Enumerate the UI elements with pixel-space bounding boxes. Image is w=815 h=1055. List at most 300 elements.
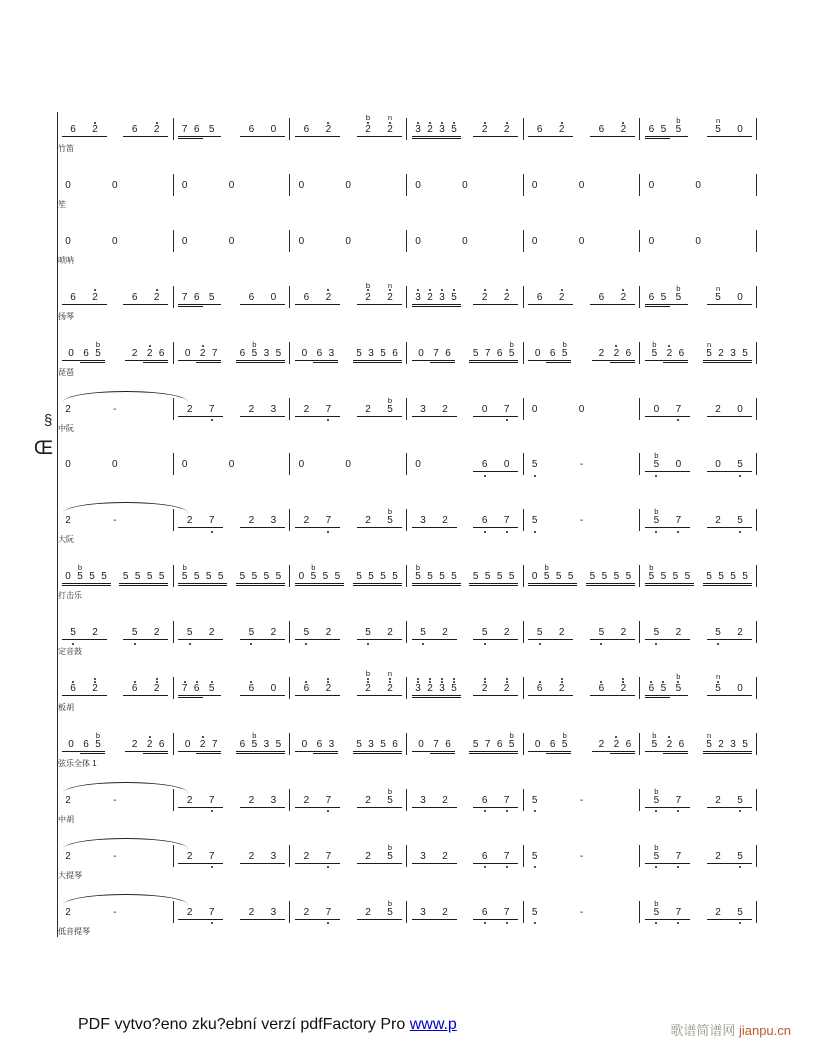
- note-digit: 3: [270, 906, 277, 918]
- beat-group: [295, 514, 339, 528]
- note: [156, 570, 168, 584]
- note-digit: 6: [481, 515, 488, 527]
- note: [179, 347, 197, 361]
- note-digit: 2: [146, 738, 153, 750]
- measure: [173, 118, 290, 140]
- note-digit: 2: [325, 124, 332, 135]
- note-digit: 3: [270, 794, 277, 806]
- note: [434, 794, 456, 808]
- note: [201, 906, 223, 920]
- note: [576, 179, 588, 193]
- note-digit: 2: [270, 627, 277, 639]
- measure: [523, 845, 640, 867]
- note-digit: 2: [442, 794, 448, 806]
- note: [144, 570, 156, 584]
- beat-group: [576, 794, 588, 808]
- octave-dot-above: [453, 681, 455, 683]
- beat-group: [226, 458, 238, 472]
- note: [667, 794, 689, 808]
- note: [86, 570, 98, 584]
- note: [325, 347, 337, 361]
- pdffactory-link[interactable]: www.p: [409, 1016, 457, 1033]
- note-digit: 5: [275, 571, 282, 583]
- measure: [639, 621, 757, 643]
- note-digit: 2: [715, 794, 721, 806]
- beat-group: [576, 179, 588, 193]
- beat-group: [412, 291, 460, 305]
- beat-group: [474, 850, 518, 864]
- measure: [406, 677, 523, 699]
- note-digit: 2: [620, 627, 627, 639]
- measure: [173, 398, 290, 420]
- octave-dot-above: [156, 122, 158, 124]
- note: [707, 794, 729, 808]
- octave-dot-below: [534, 475, 536, 477]
- note: [496, 514, 518, 528]
- note: [62, 906, 74, 920]
- note: [739, 570, 751, 584]
- note-digit: 7: [211, 347, 218, 359]
- beat-group: [236, 339, 284, 361]
- score-row-pipa: [57, 339, 757, 377]
- note-digit: 0: [578, 403, 585, 415]
- octave-dot-above: [327, 681, 329, 683]
- note-digit: 5: [439, 571, 445, 583]
- octave-dot-above: [417, 678, 419, 680]
- measure: [289, 174, 406, 196]
- beat-group: [156, 458, 168, 472]
- note: [84, 291, 106, 305]
- note: [126, 347, 144, 361]
- octave-dot-above: [429, 289, 431, 291]
- beat-group: [412, 514, 456, 528]
- note-digit: 2: [303, 906, 310, 918]
- octave-dot-above: [484, 122, 486, 124]
- note: [262, 514, 284, 528]
- octave-dot-above: [453, 289, 455, 291]
- measure: [57, 621, 173, 643]
- note: [692, 235, 704, 249]
- octave-dot-below: [211, 866, 213, 868]
- note: [703, 570, 715, 584]
- beat-group: [529, 563, 577, 584]
- note-digit: 5: [531, 794, 538, 806]
- note: [146, 123, 168, 137]
- note-spacer: [156, 458, 168, 472]
- note: [295, 403, 317, 417]
- beat-group: [179, 514, 223, 528]
- note-digit: 7: [325, 403, 332, 415]
- beat-group: [295, 291, 339, 305]
- note-digit: 3: [420, 794, 426, 806]
- note-digit: 2: [65, 515, 71, 527]
- measure: [406, 509, 523, 531]
- note: [547, 347, 559, 361]
- beat-group: [353, 738, 401, 752]
- dash-note: -: [113, 403, 117, 415]
- note: [236, 570, 248, 584]
- note: [179, 235, 191, 249]
- beat-group: [179, 179, 191, 193]
- measure: [173, 845, 290, 867]
- note-digit: 5: [208, 291, 215, 303]
- note: [379, 669, 401, 696]
- note-digit: 2: [620, 683, 627, 694]
- note-digit: 5: [303, 627, 310, 639]
- note-digit: 2: [186, 906, 193, 918]
- note: [663, 738, 675, 752]
- note: [657, 570, 669, 584]
- note-digit: 2: [153, 627, 160, 639]
- note: [62, 123, 84, 137]
- note-digit: 2: [558, 291, 565, 303]
- note-digit: 5: [715, 291, 721, 303]
- note-spacer: [739, 235, 751, 249]
- beat-group: [692, 179, 704, 193]
- dash-note: -: [579, 850, 584, 862]
- note: [146, 291, 168, 305]
- note: [124, 682, 146, 696]
- note-digit: 6: [193, 683, 200, 694]
- note-digit: 6: [536, 683, 543, 694]
- note-digit: 0: [418, 347, 424, 359]
- note-digit: 2: [65, 850, 71, 862]
- note-spacer: [156, 850, 168, 864]
- beat-group: [179, 291, 221, 305]
- note: [179, 738, 197, 752]
- beat-group: [590, 682, 634, 696]
- note: [92, 730, 104, 752]
- note: [240, 403, 262, 417]
- note: [707, 403, 729, 417]
- note-digit: 0: [181, 235, 188, 247]
- measure: [639, 730, 757, 755]
- note: [295, 682, 317, 696]
- note-digit: 2: [131, 347, 138, 359]
- note-digit: 7: [484, 738, 491, 750]
- note-digit: 5: [625, 571, 632, 583]
- measure: [523, 677, 640, 699]
- measure: [57, 565, 173, 587]
- note: [436, 123, 448, 137]
- note-digit: 7: [675, 850, 682, 862]
- flat-sign: b: [509, 730, 514, 740]
- note-spacer: [622, 235, 634, 249]
- note: [657, 291, 669, 305]
- note: [645, 682, 657, 696]
- octave-dot-above: [429, 122, 431, 124]
- note: [379, 113, 401, 137]
- beat-group: [62, 794, 74, 808]
- note: [729, 514, 751, 528]
- note: [124, 123, 146, 137]
- beat-group: [62, 730, 104, 752]
- note-digit: 5: [718, 571, 724, 583]
- octave-dot-below: [534, 810, 536, 812]
- note-spacer: [272, 458, 284, 472]
- beat-group: [576, 458, 588, 472]
- octave-dot-above: [484, 678, 486, 680]
- note: [84, 123, 106, 137]
- beat-group: [240, 291, 284, 305]
- measure: [406, 339, 523, 364]
- note-digit: 0: [228, 235, 235, 247]
- note: [62, 738, 80, 752]
- note: [612, 291, 634, 305]
- note-digit: 2: [365, 683, 371, 694]
- flat-sign: b: [509, 339, 514, 349]
- note: [529, 291, 551, 305]
- note: [412, 850, 434, 864]
- beat-group: [389, 235, 401, 249]
- note: [379, 507, 401, 528]
- octave-dot-above: [506, 681, 508, 683]
- octave-dot-above: [327, 678, 329, 680]
- note-digit: 5: [205, 571, 212, 583]
- instrument-label-suona: 唢呐: [58, 255, 74, 265]
- beat-group: [342, 235, 354, 249]
- measure: [289, 565, 406, 587]
- octave-dot-above: [202, 345, 204, 347]
- note-digit: 5: [531, 459, 538, 471]
- note-digit: 2: [737, 627, 743, 639]
- note-digit: 2: [613, 738, 620, 750]
- octave-dot-below: [211, 419, 213, 421]
- octave-dot-below: [506, 419, 508, 421]
- note-digit: 3: [263, 347, 270, 359]
- note-digit: 5: [684, 571, 691, 583]
- note: [645, 451, 667, 472]
- note-digit: 7: [181, 291, 188, 303]
- note: [156, 347, 168, 361]
- flat-sign: b: [252, 730, 257, 740]
- beat-group: [592, 738, 634, 752]
- note-digit: 2: [131, 738, 138, 750]
- note: [389, 347, 401, 361]
- beat-group: [156, 794, 168, 808]
- natural-sign: n: [387, 669, 393, 678]
- note-digit: 0: [65, 179, 71, 191]
- note-digit: 2: [598, 347, 605, 359]
- note-digit: 6: [678, 738, 685, 750]
- octave-dot-above: [484, 289, 486, 291]
- note: [645, 626, 667, 640]
- note: [448, 682, 460, 696]
- note: [215, 570, 227, 584]
- octave-dot-below: [484, 531, 486, 533]
- note: [240, 682, 262, 696]
- note: [667, 458, 689, 472]
- note-digit: 5: [508, 347, 515, 359]
- octave-dot-below: [655, 810, 657, 812]
- tie-arc: [63, 391, 188, 402]
- note: [496, 458, 518, 472]
- beat-group: [506, 179, 518, 193]
- note-digit: 5: [481, 627, 488, 639]
- note: [357, 626, 379, 640]
- measure: [523, 230, 640, 252]
- note-digit: 3: [270, 850, 277, 862]
- octave-dot-above: [561, 122, 563, 124]
- note: [317, 403, 339, 417]
- beat-group: [62, 563, 110, 584]
- note: [729, 403, 751, 417]
- note: [84, 682, 106, 696]
- octave-dot-above: [417, 681, 419, 683]
- note: [551, 291, 573, 305]
- note: [436, 570, 448, 584]
- note-digit: 2: [153, 291, 160, 303]
- instrument-label-strings-tutti-1: 弦乐全体 1: [58, 758, 97, 768]
- note-digit: 5: [368, 571, 374, 583]
- dash-note: -: [113, 515, 117, 527]
- note: [430, 738, 442, 752]
- note: [707, 672, 729, 696]
- note: [412, 291, 424, 305]
- note: [201, 514, 223, 528]
- measure: [289, 113, 406, 140]
- measure: [523, 339, 640, 364]
- note: [667, 850, 689, 864]
- note-digit: 6: [445, 347, 451, 359]
- beat-group: [156, 179, 168, 193]
- octave-dot-above: [539, 681, 541, 683]
- note-digit: 2: [715, 403, 721, 415]
- beat-group: [529, 339, 571, 361]
- note: [379, 786, 401, 808]
- note: [379, 898, 401, 920]
- note-digit: 0: [578, 235, 585, 247]
- flat-sign: b: [387, 395, 393, 405]
- note: [412, 563, 424, 584]
- note: [240, 906, 262, 920]
- note: [313, 347, 325, 361]
- note: [262, 794, 284, 808]
- note: [357, 403, 379, 417]
- note: [236, 738, 248, 752]
- beat-group: [707, 403, 751, 417]
- beat-group: [179, 850, 223, 864]
- note: [669, 672, 687, 696]
- octave-dot-below: [211, 810, 213, 812]
- note: [365, 570, 377, 584]
- section-mark: §: [44, 412, 53, 429]
- note-digit: 0: [695, 179, 701, 191]
- note-digit: 5: [543, 571, 550, 583]
- note: [109, 179, 121, 193]
- beat-group: [529, 682, 573, 696]
- note: [707, 514, 729, 528]
- measure: [289, 342, 406, 364]
- note-digit: 3: [439, 291, 445, 303]
- note-digit: 3: [368, 738, 374, 750]
- octave-dot-above: [453, 122, 455, 124]
- note-digit: 2: [558, 683, 565, 694]
- note-digit: 0: [68, 347, 74, 359]
- note-digit: 2: [199, 738, 206, 750]
- note-digit: 5: [356, 738, 362, 750]
- note: [474, 906, 496, 920]
- note: [62, 291, 84, 305]
- natural-sign: n: [706, 339, 712, 349]
- note: [109, 906, 121, 920]
- beat-group: [295, 235, 307, 249]
- measure: [406, 565, 523, 587]
- note-digit: 0: [181, 459, 188, 471]
- measure: [289, 621, 406, 643]
- pdf-trial-notice: [78, 1016, 457, 1034]
- note: [529, 738, 547, 752]
- beat-group: [474, 403, 518, 417]
- note: [272, 570, 284, 584]
- note: [424, 570, 436, 584]
- note-digit: 2: [65, 906, 71, 918]
- beat-group: [622, 235, 634, 249]
- octave-dot-above: [367, 289, 369, 291]
- note-digit: 3: [368, 347, 374, 359]
- beat-group: [412, 458, 424, 472]
- note: [506, 730, 518, 752]
- note-digit: 5: [648, 571, 655, 583]
- beat-group: [707, 116, 751, 137]
- octave-dot-below: [534, 922, 536, 924]
- note-digit: 5: [263, 571, 270, 583]
- note: [547, 738, 559, 752]
- measure: [173, 174, 290, 196]
- note-digit: 0: [112, 179, 118, 191]
- note-digit: 0: [737, 124, 743, 135]
- beat-group: [412, 123, 460, 137]
- note-digit: 6: [193, 291, 200, 303]
- octave-dot-below: [717, 643, 719, 645]
- tie-arc: [63, 502, 188, 513]
- note-digit: 7: [208, 794, 215, 806]
- beat-group: [109, 850, 121, 864]
- measure: [289, 733, 406, 755]
- beat-group: [470, 339, 518, 361]
- note: [179, 458, 191, 472]
- octave-dot-below: [655, 922, 657, 924]
- instrument-label-zhonghu: 中胡: [58, 814, 74, 824]
- octave-dot-above: [668, 736, 670, 738]
- note: [412, 794, 434, 808]
- note-digit: 2: [427, 291, 433, 303]
- note-digit: 5: [131, 627, 138, 639]
- beat-group: [707, 906, 751, 920]
- note-digit: 2: [715, 906, 721, 918]
- note-digit: 5: [95, 738, 101, 750]
- note-digit: 7: [503, 403, 510, 415]
- beat-group: [474, 794, 518, 808]
- note-digit: 2: [208, 627, 215, 639]
- note-digit: 2: [503, 683, 510, 694]
- score-row-zhongruan: [57, 395, 757, 433]
- note: [80, 738, 92, 752]
- note: [474, 291, 496, 305]
- note-digit: 2: [503, 291, 510, 303]
- note: [551, 682, 573, 696]
- note: [692, 179, 704, 193]
- note-digit: 5: [653, 850, 660, 862]
- beat-group: [412, 794, 456, 808]
- octave-dot-below: [655, 866, 657, 868]
- flat-sign: b: [654, 451, 659, 461]
- note-digit: 0: [737, 403, 743, 415]
- octave-dot-above: [717, 681, 719, 683]
- note: [669, 116, 687, 137]
- note: [201, 850, 223, 864]
- note-digit: 2: [365, 124, 371, 135]
